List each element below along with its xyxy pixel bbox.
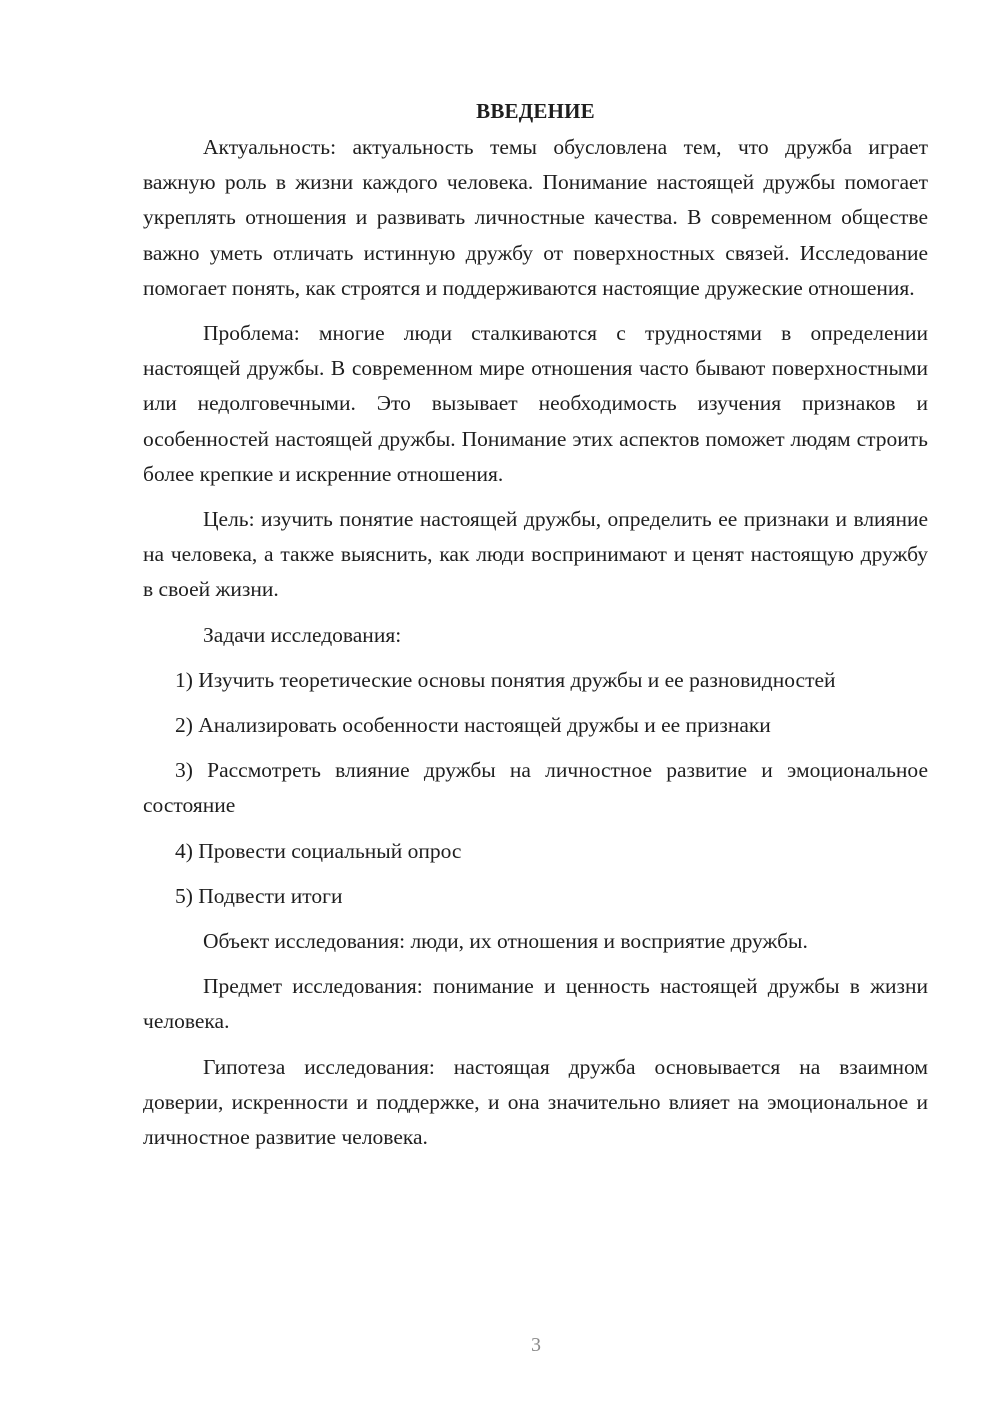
tasks-heading: Задачи исследования: [203,622,402,647]
task-item-4: 4) Провести социальный опрос [175,838,462,863]
paragraph-relevance: Актуальность: актуальность темы обусловлена тем, что дружба играет важную роль в жизни каждого человека. Понимание настоящей дружбы помогает укреплять отношения и развивать личностные качества. В современном обществе важно уметь отличать истинную дружбу от поверхностных связей. Исследование помогает понять, как строятся и поддерживаются настоящие дружеские отношения. [143,135,928,300]
task-item-1: 1) Изучить теоретические основы понятия дружбы и ее разновидностей [175,667,836,692]
paragraph-object: Объект исследования: люди, их отношения и восприятие дружбы. [203,929,808,954]
paragraph-hypothesis: Гипотеза исследования: настоящая дружба основывается на взаимном доверии, искренности и поддержке, и она значительно влияет на эмоциональное и личностное развитие человека. [143,1054,928,1150]
document-page [143,96,928,1155]
section-title: ВВЕДЕНИЕ [476,99,595,123]
task-item-2: 2) Анализировать особенности настоящей дружбы и ее признаки [175,713,771,738]
task-item-3: 3) Рассмотреть влияние дружбы на личностное развитие и эмоциональное состояние [143,758,928,818]
task-item-5: 5) Подвести итоги [175,883,343,908]
paragraph-subject: Предмет исследования: понимание и ценность настоящей дружбы в жизни человека. [143,974,928,1034]
page-number: 3 [531,1334,541,1356]
paragraph-goal: Цель: изучить понятие настоящей дружбы, определить ее признаки и влияние на человека, а также выяснить, как люди воспринимают и ценят настоящую дружбу в своей жизни. [143,507,928,602]
paragraph-problem: Проблема: многие люди сталкиваются с трудностями в определении настоящей дружбы. В современном мире отношения часто бывают поверхностными или недолговечными. Это вызывает необходимость изучения признаков и особенностей настоящей дружбы. Понимание этих аспектов поможет людям строить более крепкие и искренние отношения. [143,321,928,486]
